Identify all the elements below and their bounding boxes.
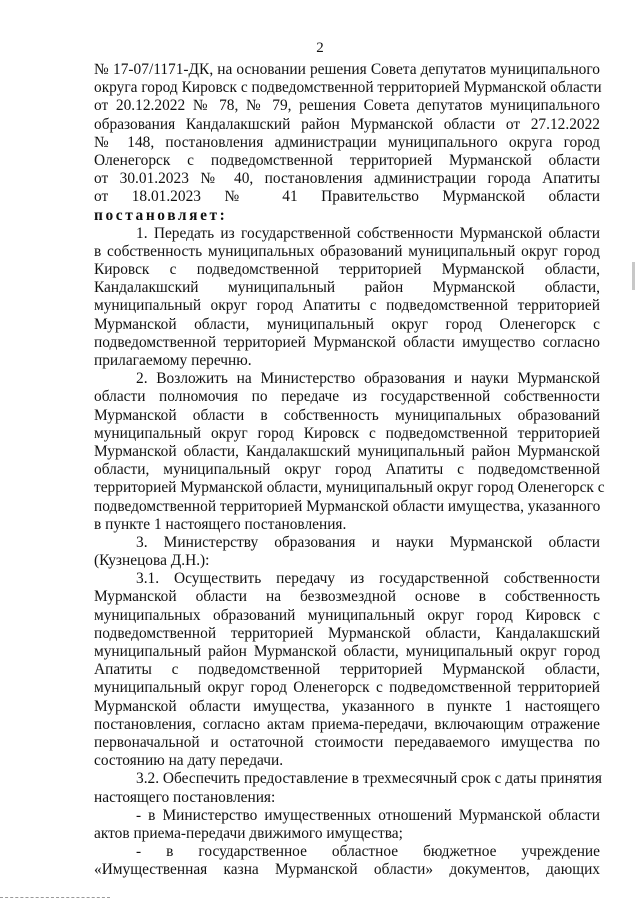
text-line: в собственность муниципальных образований муниципальный округ город	[94, 242, 600, 260]
page-number: 2	[316, 40, 324, 56]
text-line: состоянию на дату передачи.	[94, 752, 284, 770]
text-line: (Кузнецова Д.Н.):	[94, 552, 210, 570]
text-line: 3. Министерству образования и науки Мурманской области	[136, 533, 600, 551]
text-line: Мурманской области на безвозмездной основе в собственность	[94, 588, 600, 606]
text-line: постановляет:	[94, 206, 228, 224]
text-line: 3.2. Обеспечить предоставление в трехмесячный срок с даты принятия	[136, 770, 602, 788]
text-line: муниципальных образований муниципальный округ город Кировск с	[94, 606, 600, 624]
text-line: Мурманской области, Кандалакшский муниципальный район Мурманской	[94, 442, 600, 460]
text-line: области полномочия по передаче из государственной собственности	[94, 388, 600, 406]
text-line: - в государственное областное бюджетное учреждение	[136, 843, 600, 861]
footer-rule	[0, 897, 110, 900]
text-line: № 148, постановления администрации муниципального округа город	[94, 133, 600, 151]
text-line: «Имущественная казна Мурманской области» документов, дающих	[94, 861, 600, 879]
text-line: актов приема-передачи движимого имущества;	[94, 824, 403, 842]
text-line: Мурманской области, муниципальный округ город Оленегорск с	[94, 315, 600, 333]
text-line: муниципальный район Мурманской области, муниципальный округ город	[94, 643, 600, 660]
text-line: от 18.01.2023 № 41 Правительство Мурманской области	[94, 188, 600, 206]
text-line: области, муниципальный округ город Апатиты с подведомственной	[94, 461, 600, 479]
text-line: в пункте 1 настоящего постановления.	[94, 515, 347, 533]
text-line: № 17-07/1171-ДК, на основании решения Совета депутатов муниципального	[94, 61, 600, 78]
text-line: Кировск с подведомственной территорией Мурманской области,	[94, 261, 600, 279]
text-line: Оленегорск с подведомственной территорией Мурманской области	[94, 151, 600, 169]
text-line: образования Кандалакшский район Мурманской области от 27.12.2022	[94, 115, 600, 133]
margin-scan-mark	[632, 262, 635, 290]
text-line: Апатиты с подведомственной территорией Мурманской области,	[94, 661, 600, 679]
text-line: от 30.01.2023 № 40, постановления администрации города Апатиты	[94, 170, 600, 188]
text-line: Мурманской области в собственность муниципальных образований	[94, 406, 600, 424]
text-line: округа город Кировск с подведомственной территорией Мурманской области	[94, 79, 602, 97]
text-line: настоящего постановления:	[94, 788, 276, 806]
text-line: прилагаемому перечню.	[94, 352, 252, 369]
text-line: Мурманской области имущества, указанного в пункте 1 настоящего	[94, 697, 600, 715]
text-line: 2. Возложить на Министерство образования и науки Мурманской	[136, 370, 600, 388]
text-line: подведомственной территорией Мурманской области имущество согласно	[94, 333, 600, 351]
text-line: от 20.12.2022 № 78, № 79, решения Совета депутатов муниципального	[94, 97, 600, 115]
text-line: муниципальный округ город Оленегорск с подведомственной территорией	[94, 679, 600, 697]
text-line: - в Министерство имущественных отношений Мурманской области	[136, 806, 600, 824]
text-line: муниципальный округ город Кировск с подведомственной территорией	[94, 424, 600, 442]
text-line: муниципальный округ город Апатиты с подведомственной территорией	[94, 297, 600, 315]
text-line: первоначальной и остаточной стоимости передаваемого имущества по	[94, 733, 600, 751]
document-body	[94, 61, 605, 879]
text-line: территорией Мурманской области, муниципальный округ город Оленегорск с	[94, 479, 605, 497]
text-line: подведомственной территорией Мурманской области имущества, указанного	[94, 497, 601, 515]
text-line: 3.1. Осуществить передачу из государственной собственности	[136, 570, 600, 588]
text-line: Кандалакшский муниципальный район Мурманской области,	[94, 279, 600, 297]
text-line: подведомственной территорией Мурманской области, Кандалакшский	[94, 624, 600, 642]
text-line: 1. Передать из государственной собственности Мурманской области	[136, 224, 600, 242]
text-line: постановления, согласно актам приема-передачи, включающим отражение	[94, 715, 600, 733]
